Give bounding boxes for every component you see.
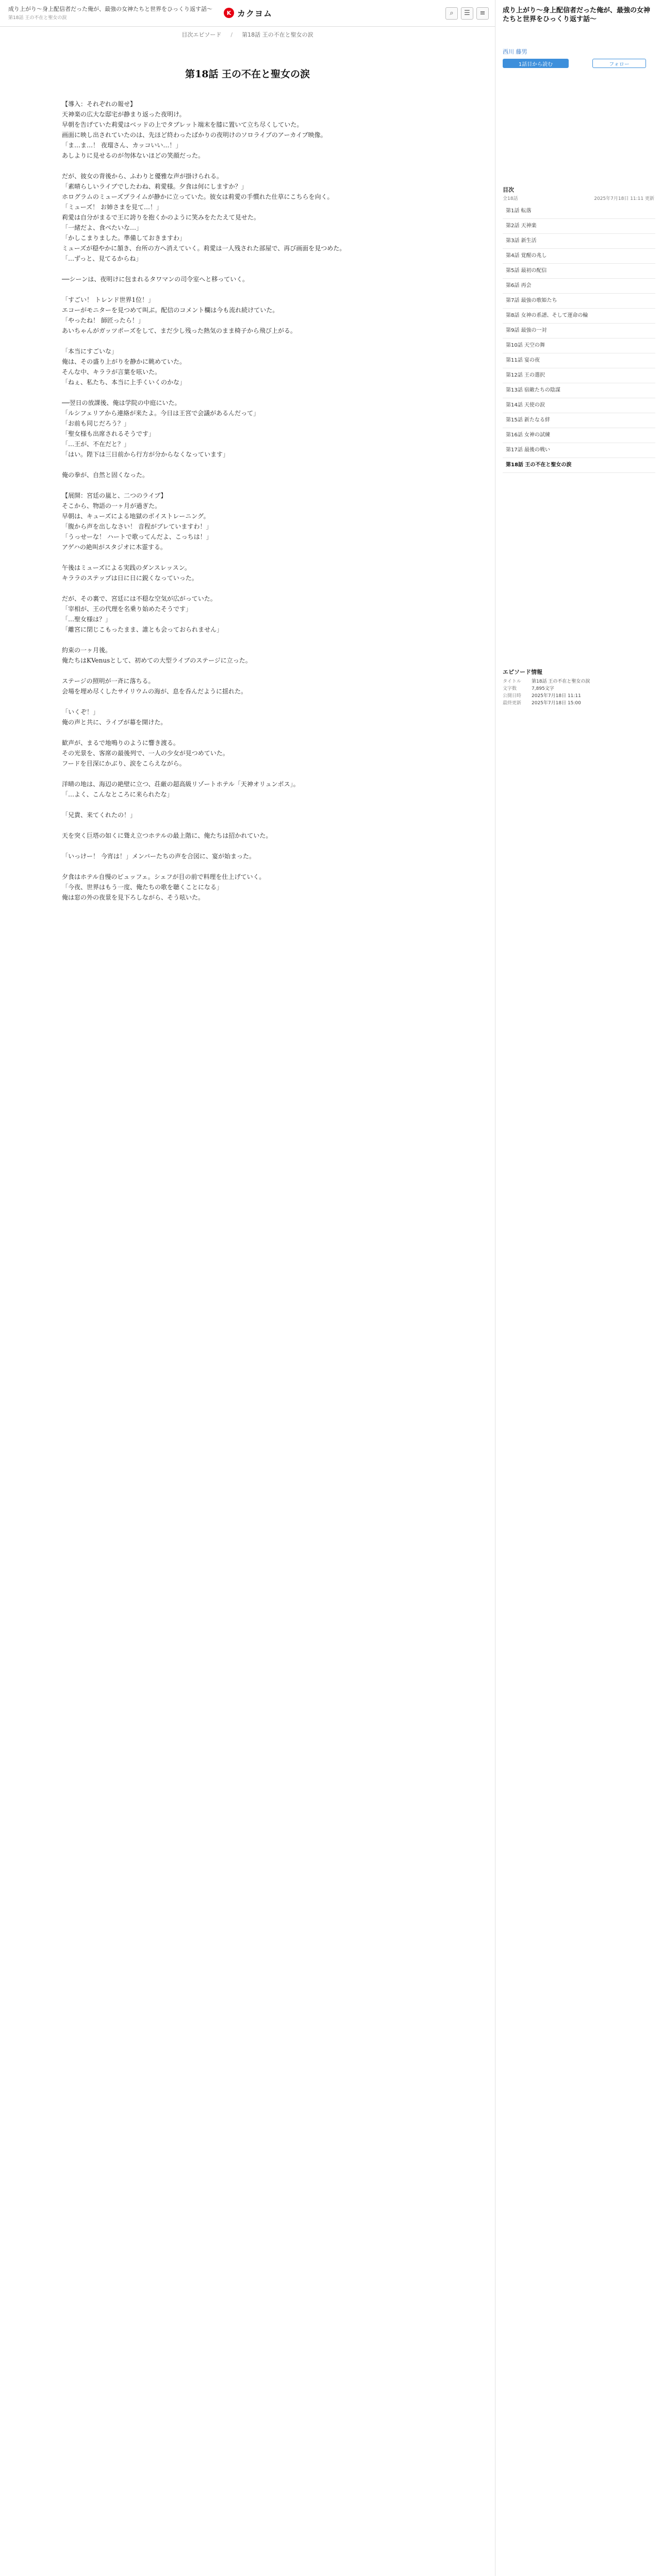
body-paragraph: 画面に映し出されていたのは、先ほど終わったばかりの夜明けのソロライブのアーカイブ映像。: [62, 131, 327, 139]
body-paragraph: あいちゃんがガッツポーズをして、まだ少し残った熱気のまま椅子から飛び上がる。: [62, 327, 296, 334]
info-key: 公開日時: [503, 693, 522, 699]
info-value: 7,895文字: [532, 686, 554, 691]
body-paragraph: そんな中、キララが言葉を呟いた。: [62, 368, 161, 376]
toc-item[interactable]: 第18話 王の不在と聖女の涙: [503, 458, 655, 473]
toc-episode-count: 全18話: [503, 196, 518, 201]
body-paragraph: 天神楽の広大な邸宅が静まり返った夜明け。: [62, 111, 186, 118]
body-paragraph: 会場を埋め尽くしたサイリウムの海が、息を呑んだように揺れた。: [62, 688, 247, 695]
work-title[interactable]: 成り上がり〜身上配信者だった俺が、最強の女神たちと世界をひっくり返す話〜: [503, 7, 651, 23]
body-paragraph: 「聖女様も出席されるそうです」: [62, 430, 155, 437]
site-logo[interactable]: [224, 7, 272, 19]
paragraph-gap: [62, 583, 433, 594]
info-value: 2025年7月18日 15:00: [532, 701, 581, 706]
paragraph-gap: [62, 769, 433, 779]
paragraph-gap: [62, 552, 433, 563]
body-paragraph: 「いくぞ！」: [62, 708, 100, 716]
toc-item[interactable]: 第3話 新生活: [503, 234, 655, 249]
body-paragraph: 「はい。陛下は三日前から行方が分からなくなっています」: [62, 451, 229, 458]
info-row: [503, 700, 654, 707]
body-paragraph: ミューズが穏やかに頷き、台所の方へ消えていく。莉愛は一人残された部屋で、再び画面を見つめた。: [62, 245, 346, 252]
body-paragraph: 「…ずっと、見てるからね」: [62, 255, 142, 262]
toc-item[interactable]: 第13話 宿敵たちの陰謀: [503, 383, 655, 398]
breadcrumb-current: 第18話 王の不在と聖女の涙: [242, 31, 313, 38]
paragraph-gap: [62, 800, 433, 810]
logo-text: カクヨム: [237, 8, 273, 19]
toc-item[interactable]: 第4話 覚醒の兆し: [503, 249, 655, 264]
body-paragraph: 「腹から声を出しなさい！ 音程がブレていますわ！」: [62, 523, 212, 530]
body-paragraph: だが、その裏で、宮廷には不穏な空気が広がっていた。: [62, 595, 217, 602]
body-paragraph: アゲハの絶叫がスタジオに木霊する。: [62, 544, 167, 551]
body-paragraph: 「宰相が、王の代理を名乗り始めたそうです」: [62, 605, 192, 613]
breadcrumb-toc-link[interactable]: 目次エピソード: [181, 31, 222, 38]
search-icon[interactable]: ⌕: [445, 7, 458, 20]
body-paragraph: ステージの照明が一斉に落ちる。: [62, 677, 155, 685]
body-paragraph: 「離宮に閉じこもったまま、誰とも会っておられません」: [62, 626, 223, 633]
body-paragraph: 天を突く巨塔の如くに聳え立つホテルの最上階に、俺たちは招かれていた。: [62, 832, 272, 839]
info-row: [503, 685, 654, 692]
body-paragraph: 約束の一ヶ月後。: [62, 647, 112, 654]
logo-mark-icon: K: [224, 8, 234, 18]
body-paragraph: 莉愛は自分がまるで王に誇りを抱くかのように笑みをたたえて見せた。: [62, 214, 260, 221]
paragraph-gap: [62, 284, 433, 295]
body-paragraph: エコーがモニターを見つめて叫ぶ。配信のコメント欄は今も流れ続けていた。: [62, 307, 279, 314]
toc-item[interactable]: 第10話 天空の舞: [503, 338, 655, 353]
body-paragraph: 「…聖女様は？」: [62, 616, 112, 623]
info-row: [503, 692, 654, 700]
toc-item[interactable]: 第17話 最後の戦い: [503, 443, 655, 458]
body-paragraph: 「うっせーな！ ハートで歌ってんだよ、こっちは！」: [62, 533, 212, 540]
body-paragraph: 「ミューズ！ お姉さまを見て…！」: [62, 204, 162, 211]
body-paragraph: 「一緒だよ、食べたいな…」: [62, 224, 143, 231]
body-paragraph: ホログラムのミューズプライムが静かに立っていた。彼女は莉愛の手慣れた仕草にこちらを向く。: [62, 193, 334, 200]
header-work-title[interactable]: 成り上がり〜身上配信者だった俺が、最強の女神たちと世界をひっくり返す話〜: [8, 6, 212, 12]
episode-info-table: [503, 678, 654, 707]
breadcrumb: [0, 27, 495, 43]
menu-icon[interactable]: ≡: [476, 7, 489, 20]
body-paragraph: 「いっけー！ 今宵は！」メンバーたちの声を合図に、宴が始まった。: [62, 853, 255, 860]
paragraph-gap: [62, 336, 433, 346]
body-paragraph: 「兄貴、来てくれたの！」: [62, 811, 137, 819]
body-paragraph: そこから、物語の一ヶ月が過ぎた。: [62, 502, 161, 510]
paragraph-gap: [62, 161, 433, 171]
body-paragraph: 俺たちはKVenusとして、初めての大型ライブのステージに立った。: [62, 657, 252, 664]
toc-meta: [503, 195, 654, 201]
body-paragraph: 「かしこまりました。準備しておきますわ」: [62, 234, 186, 242]
body-paragraph: 「すごい！ トレンド世界1位！」: [62, 296, 155, 303]
header-episode-title: 第18話 王の不在と聖女の涙: [8, 15, 67, 21]
body-paragraph: 俺は、その盛り上がりを静かに眺めていた。: [62, 358, 186, 365]
body-paragraph: 歓声が、まるで地鳴りのように響き渡る。: [62, 739, 179, 747]
body-paragraph: 夕食はホテル自慢のビュッフェ。シェフが目の前で料理を仕上げていく。: [62, 873, 266, 880]
info-key: 最終更新: [503, 701, 522, 706]
body-paragraph: 俺の声と共に、ライブが幕を開けた。: [62, 719, 167, 726]
bookshelf-icon[interactable]: ☰: [461, 7, 473, 20]
body-paragraph: 「…王が、不在だと？」: [62, 440, 130, 448]
body-paragraph: その光景を、客席の最後列で、一人の少女が見つめていた。: [62, 750, 229, 757]
toc-item[interactable]: 第7話 最強の歌姫たち: [503, 294, 655, 309]
body-paragraph: ──シーンは、夜明けに包まれるタワマンの司令室へと移っていく。: [62, 276, 249, 283]
toc-item[interactable]: 第6話 再会: [503, 279, 655, 294]
body-paragraph: 「…よく、こんなところに来られたな」: [62, 791, 173, 798]
paragraph-gap: [62, 635, 433, 645]
body-paragraph: 「ま…ま…！ 夜瑠さん、カッコいい…！」: [62, 142, 182, 149]
body-paragraph: 洋晴の地は、海辺の絶壁に立つ、荘厳の超高級リゾートホテル「天神オリュンポス」。: [62, 781, 300, 788]
body-paragraph: 早朝は、キューズによる地獄のボイストレーニング。: [62, 513, 210, 520]
toc-item[interactable]: 第15話 新たなる絆: [503, 413, 655, 428]
episode-title: 第18話 王の不在と聖女の涙: [185, 68, 310, 80]
body-paragraph: 午後はミューズによる実践のダンスレッスン。: [62, 564, 191, 571]
paragraph-gap: [62, 460, 433, 470]
body-paragraph: ──翌日の放課後、俺は学院の中庭にいた。: [62, 399, 181, 406]
toc-heading: 目次: [503, 187, 514, 193]
paragraph-gap: [62, 666, 433, 676]
toc-item[interactable]: 第11話 宴の夜: [503, 353, 655, 368]
author-name[interactable]: 西川 藤男: [503, 48, 527, 55]
episode-body: [62, 99, 433, 903]
body-paragraph: フードを目深にかぶり、涙をこらえながら。: [62, 760, 186, 767]
body-paragraph: 【展開：宮廷の嵐と、二つのライブ】: [62, 492, 167, 499]
toc-item[interactable]: 第9話 最強の一対: [503, 324, 655, 338]
paragraph-gap: [62, 727, 433, 738]
top-header: [0, 0, 495, 27]
toc-item[interactable]: 第12話 王の選択: [503, 368, 655, 383]
paragraph-gap: [62, 841, 433, 851]
paragraph-gap: [62, 387, 433, 398]
info-row: [503, 678, 654, 685]
toc-item[interactable]: 第5話 最初の配信: [503, 264, 655, 279]
toc-item[interactable]: 第2話 天神楽: [503, 219, 655, 234]
body-paragraph: あしよりに見せるのが勿体ないほどの笑顔だった。: [62, 152, 205, 159]
info-key: 文字数: [503, 686, 517, 691]
body-paragraph: 「やったね！ 師匠ったら！」: [62, 317, 144, 324]
sidebar: [495, 0, 662, 2576]
body-paragraph: 俺の拳が、自然と固くなった。: [62, 471, 149, 479]
paragraph-gap: [62, 820, 433, 831]
episode-article: [0, 42, 495, 2576]
toc-list: [503, 204, 655, 473]
paragraph-gap: [62, 861, 433, 872]
body-paragraph: 「ルシフェリアから連絡が来たよ。今日は王宮で会議があるんだって」: [62, 410, 260, 417]
info-value: 2025年7月18日 11:11: [532, 693, 581, 699]
body-paragraph: だが、彼女の背後から、ふわりと優雅な声が掛けられる。: [62, 173, 223, 180]
body-paragraph: キララのステップは日に日に鋭くなっていった。: [62, 574, 198, 582]
paragraph-gap: [62, 480, 433, 490]
body-paragraph: 「お前も同じだろう？」: [62, 420, 130, 427]
follow-button[interactable]: フォロー: [592, 59, 646, 68]
toc-item[interactable]: 第14話 天使の涙: [503, 398, 655, 413]
read-from-first-button[interactable]: 1話目から読む: [503, 59, 569, 68]
body-paragraph: 「本当にすごいな」: [62, 348, 118, 355]
info-value: 第18話 王の不在と聖女の涙: [532, 679, 590, 684]
episode-info-heading: エピソード情報: [503, 669, 542, 675]
toc-updated: 2025年7月18日 11:11 更新: [594, 196, 654, 201]
toc-item[interactable]: 第8話 女神の系譜、そして運命の輪: [503, 309, 655, 324]
info-key: タイトル: [503, 679, 521, 684]
body-paragraph: 【導入：それぞれの報せ】: [62, 100, 137, 108]
body-paragraph: 早朝を告げていた莉愛はベッドの上でタブレット端末を膝に置いて立ち尽くしていた。: [62, 121, 303, 128]
body-paragraph: 「素晴らしいライブでしたわね、莉愛様。夕食は何にしますか？」: [62, 183, 247, 190]
body-paragraph: 俺は窓の外の夜景を見下ろしながら、そう呟いた。: [62, 894, 205, 901]
body-paragraph: 「ねぇ、私たち、本当に上手くいくのかな」: [62, 379, 186, 386]
paragraph-gap: [62, 264, 433, 274]
toc-item[interactable]: 第1話 転落: [503, 204, 655, 219]
breadcrumb-separator: /: [230, 31, 233, 38]
body-paragraph: 「今夜、世界はもう一度、俺たちの歌を聴くことになる」: [62, 884, 223, 891]
paragraph-gap: [62, 697, 433, 707]
toc-item[interactable]: 第16話 女神の試練: [503, 428, 655, 443]
